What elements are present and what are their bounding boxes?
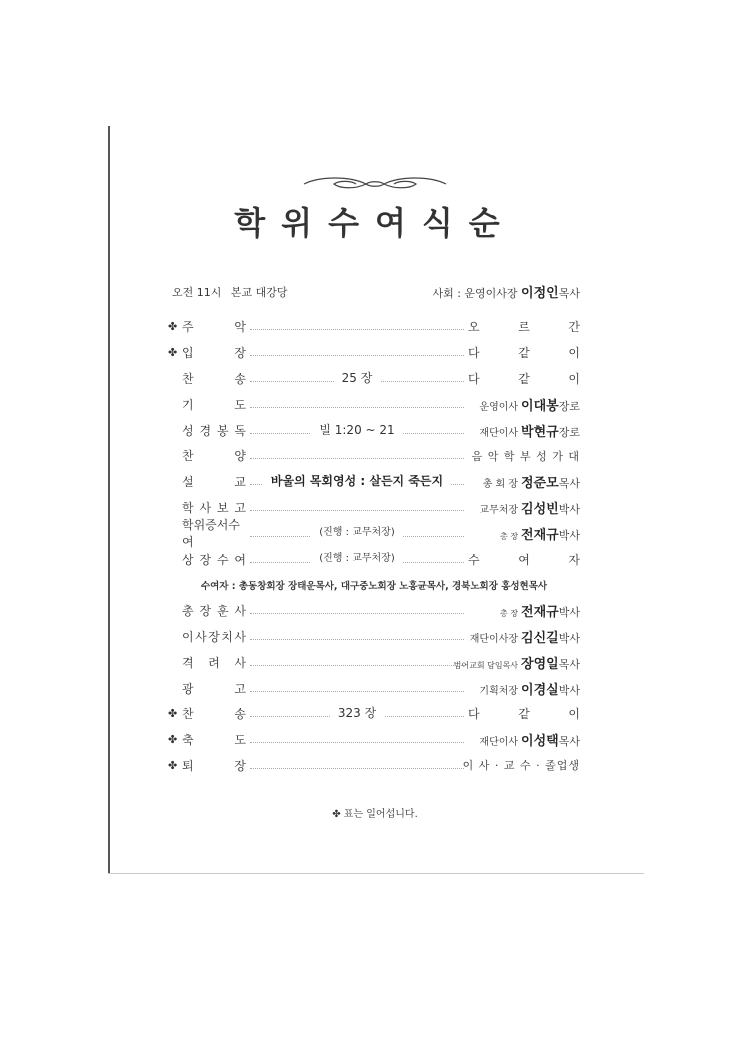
standing-mark-icon: ✤ xyxy=(168,758,178,772)
event-time-place xyxy=(172,284,294,300)
label-char: 독 xyxy=(234,423,246,438)
label-char: 사 xyxy=(199,500,212,515)
item-label xyxy=(182,396,246,413)
performer-suffix: 목사 xyxy=(558,477,580,491)
item-performer xyxy=(468,395,580,414)
left-margin-line xyxy=(108,126,110,874)
label-char: 송 xyxy=(234,707,246,722)
item-performer xyxy=(468,498,580,517)
label-char: 총 xyxy=(182,604,194,619)
label-char: 성 xyxy=(182,423,194,438)
label-char: 교 xyxy=(234,475,246,490)
performer-title: 범어교회 담임목사 xyxy=(453,660,519,670)
performer-char: 오 xyxy=(468,320,480,335)
label-char: 양 xyxy=(234,449,246,464)
dotted-leader xyxy=(250,653,464,666)
item-performer xyxy=(468,318,580,335)
item-performer xyxy=(468,679,580,698)
performer-suffix: 박사 xyxy=(558,528,580,542)
performer-char: 같 xyxy=(518,346,530,361)
performer-char: 다 xyxy=(468,707,480,722)
program-item xyxy=(168,518,580,550)
label-char: 봉 xyxy=(216,423,229,438)
item-label xyxy=(182,628,246,645)
item-performer xyxy=(468,421,580,440)
program-list xyxy=(168,314,580,778)
performer-char: 르 xyxy=(518,320,530,335)
item-performer xyxy=(453,653,580,672)
label-char: 고 xyxy=(234,500,246,515)
dotted-leader xyxy=(250,756,464,769)
program-item xyxy=(168,727,580,753)
performer-title: 재단이사장 xyxy=(469,633,519,645)
performer-char: 이 xyxy=(568,371,580,386)
label-char: 주 xyxy=(182,320,194,335)
program-item xyxy=(168,649,580,675)
program-item xyxy=(168,391,580,417)
item-label xyxy=(182,499,246,516)
label-char: 려 xyxy=(208,655,220,670)
host-info xyxy=(432,282,580,301)
item-detail: 빌 1:20 ~ 21 xyxy=(311,424,402,436)
program-item xyxy=(168,598,580,624)
item-label: 학위증서수여 xyxy=(182,518,240,550)
performer-name: 이대봉 xyxy=(521,398,559,414)
performer-char: 같 xyxy=(518,707,530,722)
page-title: 학위수여식순 xyxy=(234,204,516,242)
label-char: 사 xyxy=(234,629,246,644)
item-performer xyxy=(468,601,580,620)
label-char: 장 xyxy=(199,604,212,619)
dotted-leader xyxy=(250,550,464,563)
performer-suffix: 장로 xyxy=(558,425,580,439)
performer-name: 이경실 xyxy=(521,682,559,698)
item-performer xyxy=(468,344,580,361)
performer-title: 운영이사 xyxy=(479,401,519,413)
label-char: 장 xyxy=(234,758,246,773)
label-char: 찬 xyxy=(182,449,194,464)
program-item xyxy=(168,366,580,392)
standing-mark-icon: ✤ xyxy=(168,707,178,721)
program-item xyxy=(168,624,580,650)
label-char: 이 xyxy=(182,629,194,644)
item-label xyxy=(182,473,246,490)
item-performer xyxy=(468,551,580,568)
performer-name: 김신길 xyxy=(521,630,559,646)
event-place: 본교 대강당 xyxy=(230,286,288,299)
program-item xyxy=(168,469,580,495)
label-char: 수 xyxy=(216,552,229,567)
item-label xyxy=(182,370,246,387)
label-char: 광 xyxy=(182,681,194,696)
item-detail: (진행 : 교무처장) xyxy=(311,527,403,539)
label-char: 찬 xyxy=(182,707,194,722)
label-char: 경 xyxy=(199,423,212,438)
item-label xyxy=(182,757,246,774)
item-label xyxy=(182,731,246,748)
item-performer xyxy=(468,524,580,543)
performer-name: 이성택 xyxy=(521,734,559,750)
performer-suffix: 박사 xyxy=(558,631,580,645)
program-item xyxy=(168,546,580,572)
item-performer xyxy=(468,705,580,722)
label-char: 장 xyxy=(199,552,212,567)
item-label xyxy=(182,344,246,361)
standing-mark-icon: ✤ xyxy=(168,320,178,334)
host-suffix: 목사 xyxy=(558,287,580,300)
item-detail: 323 장 xyxy=(330,707,384,719)
awardees-line: 수여자 : 총동창회장 장태운목사, 대구중노회장 노홍균목사, 경북노회장 홍성현목사 xyxy=(200,580,548,592)
program-item xyxy=(168,417,580,443)
performer-char: 간 xyxy=(568,320,580,335)
item-performer: 음 악 학 부 성 가 대 xyxy=(471,449,580,463)
item-label xyxy=(182,551,246,568)
footnote: ✤ 표는 일어섭니다. xyxy=(332,809,418,820)
item-performer xyxy=(468,730,580,749)
label-char: 송 xyxy=(234,371,246,386)
performer-title: 재단이사 xyxy=(479,427,519,439)
program-item xyxy=(168,340,580,366)
item-label xyxy=(182,318,246,335)
item-detail: 25 장 xyxy=(334,372,381,384)
performer-char: 여 xyxy=(518,552,530,567)
dotted-leader xyxy=(250,679,464,692)
item-label xyxy=(182,654,246,671)
label-char: 격 xyxy=(182,655,194,670)
item-performer: 이 사 · 교 수 · 졸업생 xyxy=(462,759,580,773)
performer-title: 교무처장 xyxy=(479,504,519,516)
label-char: 상 xyxy=(182,552,194,567)
bottom-margin-line xyxy=(108,873,644,874)
performer-name: 정준모 xyxy=(521,476,559,492)
program-item xyxy=(168,314,580,340)
label-char: 학 xyxy=(182,500,194,515)
item-detail: (진행 : 교무처장) xyxy=(311,553,403,565)
performer-suffix: 목사 xyxy=(558,657,580,671)
label-char: 보 xyxy=(216,500,229,515)
label-char: 퇴 xyxy=(182,758,194,773)
item-performer xyxy=(468,370,580,387)
label-char: 여 xyxy=(234,552,246,567)
performer-title: 총 장 xyxy=(500,609,519,619)
performer-suffix: 장로 xyxy=(558,399,580,413)
item-label xyxy=(182,680,246,697)
program-item xyxy=(168,675,580,701)
label-char: 설 xyxy=(182,475,194,490)
dotted-leader xyxy=(250,730,464,743)
performer-title: 총 회 장 xyxy=(482,479,519,491)
performer-title: 총 장 xyxy=(500,531,519,541)
label-char: 사 xyxy=(234,655,246,670)
label-char: 도 xyxy=(234,733,246,748)
performer-suffix: 목사 xyxy=(558,735,580,749)
dotted-leader xyxy=(250,421,464,437)
dotted-leader xyxy=(250,704,464,721)
dotted-leader xyxy=(250,498,464,511)
performer-char: 이 xyxy=(568,346,580,361)
label-char: 도 xyxy=(234,397,246,412)
label-char: 치 xyxy=(221,629,233,644)
performer-name: 전재규 xyxy=(521,527,559,543)
performer-name: 전재규 xyxy=(521,605,559,621)
performer-title: 기획처장 xyxy=(479,685,519,697)
dotted-leader xyxy=(250,472,464,489)
item-label xyxy=(182,447,246,464)
dotted-leader xyxy=(250,524,464,537)
label-char: 사 xyxy=(195,629,207,644)
performer-suffix: 박사 xyxy=(558,683,580,697)
label-char: 훈 xyxy=(216,604,229,619)
dotted-leader xyxy=(250,317,464,330)
label-char: 악 xyxy=(234,320,246,335)
item-label xyxy=(182,705,246,722)
item-performer xyxy=(468,627,580,646)
performer-name: 장영일 xyxy=(521,656,559,672)
program-item xyxy=(168,701,580,727)
performer-char: 자 xyxy=(568,552,580,567)
performer-char: 수 xyxy=(468,552,480,567)
label-char: 찬 xyxy=(182,371,194,386)
title-ornament-icon xyxy=(300,175,450,193)
item-performer xyxy=(468,472,580,491)
performer-suffix: 박사 xyxy=(558,606,580,620)
item-label xyxy=(182,602,246,619)
performer-name: 박현규 xyxy=(521,424,559,440)
dotted-leader xyxy=(250,601,464,614)
dotted-leader xyxy=(250,446,464,459)
program-item xyxy=(168,753,580,779)
label-char: 장 xyxy=(208,629,220,644)
item-detail: 바울의 목회영성 : 살든지 죽든지 xyxy=(263,475,451,487)
performer-char: 다 xyxy=(468,346,480,361)
host-name: 이정인 xyxy=(521,286,559,301)
label-char: 축 xyxy=(182,733,194,748)
label-char: 입 xyxy=(182,346,194,361)
performer-char: 같 xyxy=(518,371,530,386)
label-char: 기 xyxy=(182,397,194,412)
item-label xyxy=(182,422,246,439)
label-char: 사 xyxy=(234,604,246,619)
performer-title: 재단이사 xyxy=(479,737,519,749)
performer-char: 다 xyxy=(468,371,480,386)
label-char: 장 xyxy=(234,346,246,361)
performer-name: 김성빈 xyxy=(521,501,559,517)
standing-mark-icon: ✤ xyxy=(168,733,178,747)
dotted-leader xyxy=(250,395,464,408)
program-item xyxy=(168,443,580,469)
dotted-leader xyxy=(250,369,464,385)
host-prefix: 사회 : 운영이사장 xyxy=(432,287,518,300)
performer-char: 이 xyxy=(568,707,580,722)
dotted-leader xyxy=(250,627,464,640)
label-char: 고 xyxy=(234,681,246,696)
standing-mark-icon: ✤ xyxy=(168,346,178,360)
performer-suffix: 박사 xyxy=(558,502,580,516)
dotted-leader xyxy=(250,343,464,356)
event-time: 오전 11시 xyxy=(172,286,222,299)
